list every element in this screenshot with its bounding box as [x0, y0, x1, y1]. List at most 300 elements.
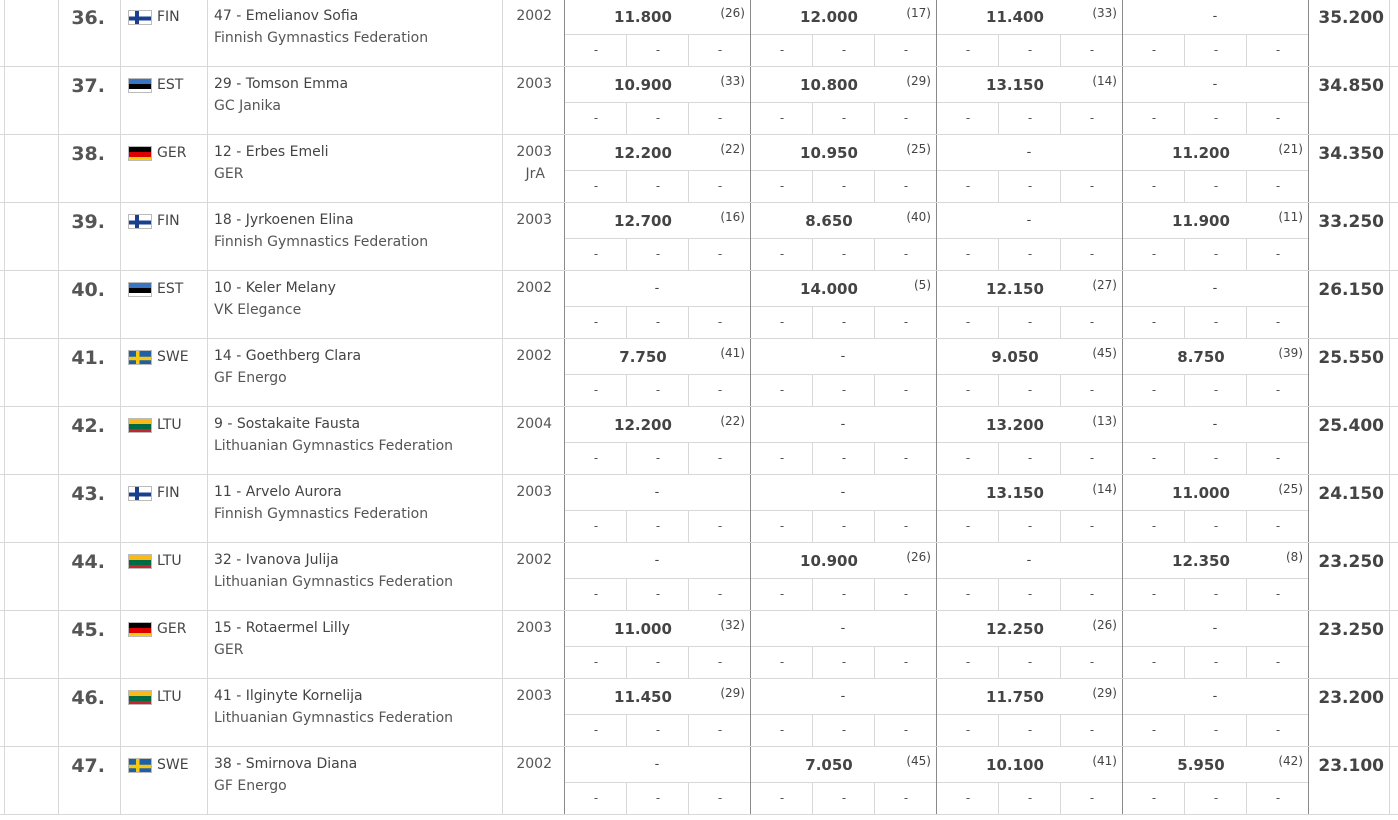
subscore-value: -: [1151, 383, 1157, 397]
subscore-divider: [688, 375, 689, 406]
score-empty: -: [1212, 417, 1218, 432]
subscore-divider: [812, 443, 813, 474]
apparatus-score: 10.100: [986, 756, 1044, 774]
subscore-divider: [1246, 715, 1247, 746]
subscore-value: -: [655, 519, 661, 533]
subscore-value: -: [779, 451, 785, 465]
subscore-value: -: [1089, 587, 1095, 601]
subscore-divider: [1123, 238, 1308, 239]
column-divider: [207, 475, 208, 542]
nation-code: EST: [157, 281, 184, 297]
subscore-divider: [626, 307, 627, 338]
subscore-divider: [874, 443, 875, 474]
subscore-divider: [937, 34, 1122, 35]
birth-year: 2003: [516, 484, 552, 500]
rank: 46.: [71, 687, 105, 709]
subscore-divider: [1123, 306, 1308, 307]
table-row: [0, 271, 1398, 339]
subscore-divider: [565, 442, 750, 443]
subscore-value: -: [965, 179, 971, 193]
score-empty: -: [840, 485, 846, 500]
table-row: [0, 339, 1398, 407]
subscore-divider: [1123, 578, 1308, 579]
subscore-value: -: [1213, 247, 1219, 261]
column-divider: [1308, 135, 1309, 202]
subscore-divider: [626, 579, 627, 610]
athlete-name-link[interactable]: 18 - Jyrkoenen Elina: [214, 212, 354, 228]
score-empty: -: [1026, 213, 1032, 228]
subscore-value: -: [1275, 179, 1281, 193]
apparatus-rank: (39): [1278, 346, 1303, 360]
subscore-value: -: [965, 315, 971, 329]
lithuania-flag-icon: [128, 554, 152, 569]
column-divider: [750, 135, 751, 202]
apparatus-score: 12.200: [614, 144, 672, 162]
subscore-divider: [751, 306, 936, 307]
subscore-divider: [1184, 511, 1185, 542]
subscore-value: -: [965, 791, 971, 805]
column-divider: [750, 407, 751, 474]
column-divider: [1122, 0, 1123, 66]
table-row: [0, 407, 1398, 475]
subscore-value: -: [1213, 43, 1219, 57]
subscore-value: -: [1213, 383, 1219, 397]
athlete-name-link[interactable]: 11 - Arvelo Aurora: [214, 484, 342, 500]
score-empty: -: [654, 553, 660, 568]
subscore-divider: [1123, 34, 1308, 35]
rank: 45.: [71, 619, 105, 641]
subscore-value: -: [903, 655, 909, 669]
subscore-value: -: [1151, 655, 1157, 669]
athlete-name-link[interactable]: 9 - Sostakaite Fausta: [214, 416, 361, 432]
subscore-value: -: [655, 315, 661, 329]
germany-flag-icon: [128, 146, 152, 161]
subscore-value: -: [1089, 43, 1095, 57]
apparatus-rank: (25): [906, 142, 931, 156]
apparatus-score: 11.450: [614, 688, 672, 706]
subscore-divider: [998, 307, 999, 338]
subscore-value: -: [1027, 315, 1033, 329]
nation-code: SWE: [157, 757, 189, 773]
nation-code: GER: [157, 145, 187, 161]
subscore-divider: [937, 306, 1122, 307]
column-divider: [1389, 407, 1390, 474]
subscore-value: -: [655, 791, 661, 805]
athlete-name-link[interactable]: 32 - Ivanova Julija: [214, 552, 339, 568]
subscore-value: -: [965, 43, 971, 57]
subscore-divider: [1123, 510, 1308, 511]
column-divider: [1122, 611, 1123, 678]
subscore-divider: [688, 443, 689, 474]
category-label: JrA: [525, 166, 545, 182]
subscore-value: -: [1151, 519, 1157, 533]
subscore-divider: [1184, 307, 1185, 338]
subscore-divider: [751, 442, 936, 443]
subscore-divider: [1246, 783, 1247, 814]
subscore-value: -: [1275, 451, 1281, 465]
apparatus-rank: (45): [906, 754, 931, 768]
subscore-value: -: [779, 655, 785, 669]
column-divider: [1308, 475, 1309, 542]
athlete-name-link[interactable]: 41 - Ilginyte Kornelija: [214, 688, 363, 704]
subscore-value: -: [903, 43, 909, 57]
subscore-divider: [688, 511, 689, 542]
column-divider: [936, 339, 937, 406]
score-empty: -: [1212, 281, 1218, 296]
subscore-value: -: [1275, 655, 1281, 669]
subscore-divider: [565, 374, 750, 375]
subscore-divider: [751, 578, 936, 579]
club-name: GC Janika: [214, 98, 281, 114]
score-empty: -: [840, 621, 846, 636]
column-divider: [1389, 135, 1390, 202]
apparatus-rank: (29): [906, 74, 931, 88]
total-score: 23.200: [1318, 688, 1384, 708]
column-divider: [1389, 0, 1390, 66]
subscore-divider: [1123, 102, 1308, 103]
column-divider: [564, 679, 565, 746]
score-empty: -: [654, 281, 660, 296]
column-divider: [1308, 203, 1309, 270]
birth-year: 2003: [516, 212, 552, 228]
athlete-name-link[interactable]: 14 - Goethberg Clara: [214, 348, 362, 364]
subscore-divider: [998, 171, 999, 202]
nation-code: SWE: [157, 349, 189, 365]
estonia-flag-icon: [128, 78, 152, 93]
subscore-value: -: [1275, 111, 1281, 125]
subscore-divider: [1246, 511, 1247, 542]
column-divider: [1122, 679, 1123, 746]
apparatus-score: 14.000: [800, 280, 858, 298]
subscore-divider: [1060, 103, 1061, 134]
apparatus-rank: (29): [1092, 686, 1117, 700]
subscore-value: -: [1089, 655, 1095, 669]
subscore-divider: [998, 35, 999, 66]
total-score: 35.200: [1318, 8, 1384, 28]
subscore-divider: [812, 103, 813, 134]
subscore-value: -: [593, 791, 599, 805]
subscore-divider: [812, 35, 813, 66]
subscore-divider: [1123, 170, 1308, 171]
subscore-value: -: [593, 655, 599, 669]
subscore-value: -: [841, 587, 847, 601]
total-score: 25.550: [1318, 348, 1384, 368]
subscore-divider: [812, 579, 813, 610]
birth-year: 2003: [516, 688, 552, 704]
athlete-name-link[interactable]: 29 - Tomson Emma: [214, 76, 349, 92]
column-divider: [936, 747, 937, 814]
score-empty: -: [1212, 689, 1218, 704]
subscore-divider: [874, 579, 875, 610]
column-divider: [564, 135, 565, 202]
column-divider: [4, 747, 5, 814]
column-divider: [1389, 67, 1390, 134]
column-divider: [1308, 67, 1309, 134]
column-divider: [1122, 271, 1123, 338]
subscore-value: -: [717, 43, 723, 57]
subscore-value: -: [1089, 111, 1095, 125]
column-divider: [4, 0, 5, 66]
subscore-value: -: [903, 519, 909, 533]
subscore-value: -: [965, 247, 971, 261]
column-divider: [120, 475, 121, 542]
subscore-value: -: [1089, 247, 1095, 261]
apparatus-score: 12.200: [614, 416, 672, 434]
subscore-divider: [626, 783, 627, 814]
apparatus-score: 13.150: [986, 76, 1044, 94]
subscore-value: -: [779, 723, 785, 737]
birth-year: 2002: [516, 348, 552, 364]
birth-year: 2003: [516, 76, 552, 92]
subscore-value: -: [655, 43, 661, 57]
score-empty: -: [654, 485, 660, 500]
subscore-divider: [1060, 239, 1061, 270]
rank: 43.: [71, 483, 105, 505]
subscore-value: -: [717, 247, 723, 261]
column-divider: [564, 0, 565, 66]
subscore-value: -: [1027, 247, 1033, 261]
column-divider: [1308, 339, 1309, 406]
subscore-value: -: [779, 43, 785, 57]
subscore-divider: [1246, 103, 1247, 134]
column-divider: [564, 611, 565, 678]
subscore-divider: [1184, 579, 1185, 610]
table-row: [0, 611, 1398, 679]
subscore-value: -: [655, 247, 661, 261]
column-divider: [4, 475, 5, 542]
apparatus-rank: (14): [1092, 482, 1117, 496]
column-divider: [1389, 475, 1390, 542]
subscore-divider: [751, 238, 936, 239]
column-divider: [1389, 679, 1390, 746]
column-divider: [207, 67, 208, 134]
subscore-value: -: [779, 383, 785, 397]
subscore-value: -: [903, 451, 909, 465]
apparatus-rank: (22): [720, 414, 745, 428]
column-divider: [207, 203, 208, 270]
subscore-value: -: [1027, 43, 1033, 57]
total-score: 23.100: [1318, 756, 1384, 776]
subscore-value: -: [1151, 179, 1157, 193]
subscore-divider: [565, 578, 750, 579]
subscore-divider: [1060, 375, 1061, 406]
apparatus-rank: (33): [720, 74, 745, 88]
subscore-divider: [751, 782, 936, 783]
column-divider: [1122, 67, 1123, 134]
apparatus-score: 5.950: [1177, 756, 1225, 774]
nation-code: FIN: [157, 485, 180, 501]
athlete-name-link[interactable]: 12 - Erbes Emeli: [214, 144, 329, 160]
apparatus-score: 13.200: [986, 416, 1044, 434]
subscore-divider: [874, 715, 875, 746]
subscore-divider: [626, 647, 627, 678]
column-divider: [936, 475, 937, 542]
subscore-divider: [751, 374, 936, 375]
subscore-value: -: [1151, 247, 1157, 261]
total-score: 23.250: [1318, 552, 1384, 572]
column-divider: [750, 339, 751, 406]
subscore-value: -: [841, 247, 847, 261]
apparatus-score: 11.000: [1172, 484, 1230, 502]
column-divider: [120, 679, 121, 746]
apparatus-score: 10.900: [800, 552, 858, 570]
subscore-value: -: [965, 383, 971, 397]
subscore-divider: [998, 103, 999, 134]
subscore-divider: [1060, 307, 1061, 338]
birth-year: 2002: [516, 8, 552, 24]
column-divider: [1389, 747, 1390, 814]
total-score: 33.250: [1318, 212, 1384, 232]
subscore-divider: [626, 443, 627, 474]
apparatus-score: 11.200: [1172, 144, 1230, 162]
subscore-value: -: [655, 655, 661, 669]
subscore-value: -: [593, 723, 599, 737]
athlete-name-link[interactable]: 15 - Rotaermel Lilly: [214, 620, 350, 636]
lithuania-flag-icon: [128, 418, 152, 433]
athlete-name-link[interactable]: 47 - Emelianov Sofia: [214, 8, 359, 24]
subscore-value: -: [1213, 315, 1219, 329]
subscore-value: -: [1027, 451, 1033, 465]
subscore-divider: [998, 715, 999, 746]
nation-code: LTU: [157, 553, 182, 569]
subscore-divider: [812, 647, 813, 678]
subscore-value: -: [1027, 111, 1033, 125]
rank: 42.: [71, 415, 105, 437]
column-divider: [564, 339, 565, 406]
column-divider: [207, 407, 208, 474]
subscore-value: -: [1275, 43, 1281, 57]
subscore-value: -: [1275, 247, 1281, 261]
subscore-divider: [1246, 375, 1247, 406]
subscore-value: -: [903, 111, 909, 125]
subscore-divider: [688, 307, 689, 338]
subscore-value: -: [1151, 111, 1157, 125]
apparatus-score: 7.050: [805, 756, 853, 774]
apparatus-rank: (45): [1092, 346, 1117, 360]
column-divider: [1308, 271, 1309, 338]
subscore-divider: [688, 715, 689, 746]
subscore-value: -: [717, 655, 723, 669]
subscore-divider: [565, 646, 750, 647]
subscore-divider: [1060, 511, 1061, 542]
subscore-divider: [1060, 715, 1061, 746]
birth-year: 2003: [516, 144, 552, 160]
apparatus-score: 12.250: [986, 620, 1044, 638]
column-divider: [750, 271, 751, 338]
subscore-divider: [1184, 35, 1185, 66]
subscore-divider: [1184, 375, 1185, 406]
column-divider: [564, 271, 565, 338]
column-divider: [4, 543, 5, 610]
subscore-value: -: [717, 587, 723, 601]
subscore-value: -: [717, 111, 723, 125]
subscore-divider: [1060, 35, 1061, 66]
score-empty: -: [840, 349, 846, 364]
club-name: GF Energo: [214, 778, 287, 794]
subscore-value: -: [965, 451, 971, 465]
apparatus-score: 11.800: [614, 8, 672, 26]
apparatus-score: 13.150: [986, 484, 1044, 502]
subscore-value: -: [1027, 179, 1033, 193]
apparatus-score: 12.000: [800, 8, 858, 26]
athlete-name-link[interactable]: 38 - Smirnova Diana: [214, 756, 358, 772]
subscore-value: -: [779, 587, 785, 601]
rank: 44.: [71, 551, 105, 573]
column-divider: [120, 543, 121, 610]
club-name: Lithuanian Gymnastics Federation: [214, 438, 454, 454]
subscore-value: -: [965, 723, 971, 737]
total-score: 34.350: [1318, 144, 1384, 164]
subscore-divider: [998, 579, 999, 610]
subscore-value: -: [1089, 723, 1095, 737]
column-divider: [4, 339, 5, 406]
column-divider: [936, 203, 937, 270]
subscore-value: -: [1213, 111, 1219, 125]
subscore-value: -: [655, 179, 661, 193]
subscore-divider: [1060, 783, 1061, 814]
column-divider: [936, 679, 937, 746]
apparatus-rank: (40): [906, 210, 931, 224]
subscore-value: -: [1089, 315, 1095, 329]
subscore-value: -: [655, 723, 661, 737]
subscore-divider: [1184, 443, 1185, 474]
nation-code: FIN: [157, 9, 180, 25]
apparatus-score: 10.900: [614, 76, 672, 94]
column-divider: [1389, 339, 1390, 406]
rank: 47.: [71, 755, 105, 777]
column-divider: [4, 203, 5, 270]
finland-flag-icon: [128, 214, 152, 229]
column-divider: [120, 67, 121, 134]
subscore-value: -: [1151, 43, 1157, 57]
subscore-divider: [626, 35, 627, 66]
club-name: GF Energo: [214, 370, 287, 386]
subscore-divider: [565, 238, 750, 239]
subscore-value: -: [965, 111, 971, 125]
apparatus-score: 9.050: [991, 348, 1039, 366]
birth-year: 2004: [516, 416, 552, 432]
score-empty: -: [840, 417, 846, 432]
column-divider: [564, 475, 565, 542]
subscore-value: -: [717, 791, 723, 805]
subscore-value: -: [1027, 587, 1033, 601]
column-divider: [936, 135, 937, 202]
apparatus-score: 8.650: [805, 212, 853, 230]
subscore-divider: [874, 375, 875, 406]
subscore-value: -: [779, 179, 785, 193]
apparatus-rank: (41): [720, 346, 745, 360]
apparatus-rank: (22): [720, 142, 745, 156]
sweden-flag-icon: [128, 758, 152, 773]
column-divider: [1308, 747, 1309, 814]
nation-code: GER: [157, 621, 187, 637]
subscore-value: -: [593, 451, 599, 465]
column-divider: [120, 135, 121, 202]
rank: 36.: [71, 7, 105, 29]
subscore-divider: [626, 171, 627, 202]
subscore-value: -: [1213, 655, 1219, 669]
athlete-name-link[interactable]: 10 - Keler Melany: [214, 280, 336, 296]
apparatus-rank: (8): [1286, 550, 1303, 564]
subscore-divider: [1123, 782, 1308, 783]
subscore-divider: [937, 714, 1122, 715]
apparatus-score: 10.950: [800, 144, 858, 162]
apparatus-score: 11.900: [1172, 212, 1230, 230]
subscore-divider: [1246, 171, 1247, 202]
subscore-value: -: [903, 723, 909, 737]
subscore-divider: [751, 646, 936, 647]
subscore-value: -: [717, 723, 723, 737]
